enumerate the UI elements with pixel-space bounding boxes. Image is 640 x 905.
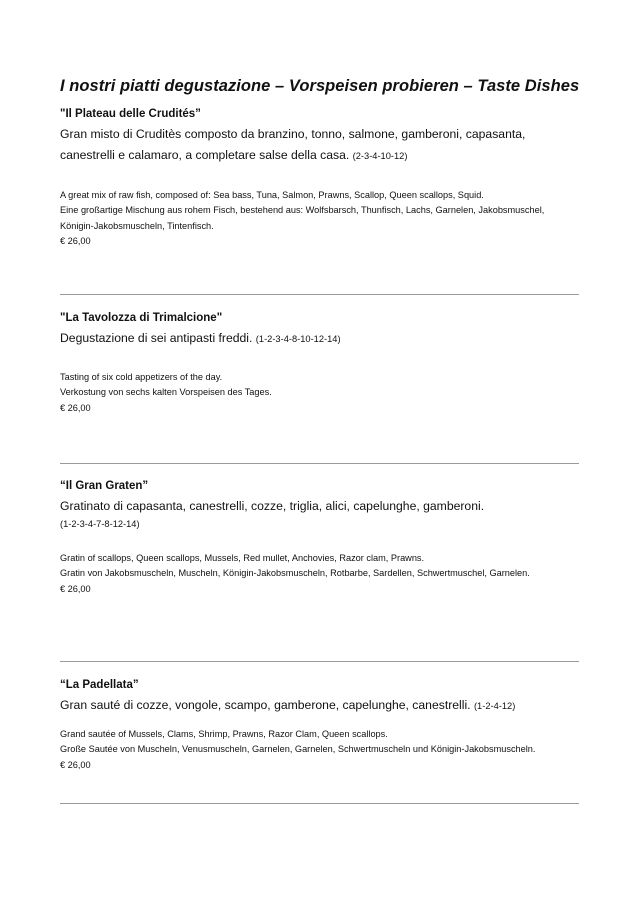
dish-italian-description — [60, 496, 579, 531]
dish-name: “Il Gran Graten” — [60, 480, 149, 492]
dish-name: “La Padellata” — [60, 679, 139, 691]
dish-price: € 26,00 — [60, 235, 91, 246]
dish-german-text: Gratin von Jakobsmuscheln, Muscheln, Königin-Jakobsmuscheln, Rotbarbe, Sardellen, Schwertmuschel, Garnelen. — [60, 568, 530, 579]
dish-translations — [60, 188, 579, 234]
dish-italian-text: Gratinato di capasanta, canestrelli, cozze, triglia, alici, capelunghe, gamberoni. — [60, 499, 485, 513]
dish-italian-text: Gran misto di Cruditès composto da branzino, tonno, salmone, gamberoni, capasanta, canestrelli e calamaro, a completare salse della casa. — [60, 127, 526, 162]
allergen-codes: (2-3-4-10-12) — [352, 151, 408, 161]
dish-english-text: A great mix of raw fish, composed of: Sea bass, Tuna, Salmon, Prawns, Scallop, Queen scallops, Squid. — [60, 190, 484, 200]
page-title: I nostri piatti degustazione – Vorspeisen probieren – Taste Dishes — [60, 77, 580, 95]
dish-price: € 26,00 — [60, 402, 91, 413]
dish-italian-text: Gran sauté di cozze, vongole, scampo, gamberone, capelunghe, canestrelli. — [60, 698, 471, 712]
allergen-codes: (1-2-3-4-8-10-12-14) — [255, 334, 341, 344]
dish-italian-description — [60, 124, 579, 167]
dish-name: "La Tavolozza di Trimalcione" — [60, 312, 223, 324]
divider — [60, 294, 579, 295]
allergen-codes: (1-2-4-12) — [473, 701, 516, 711]
dish-gran-graten — [60, 478, 579, 597]
dish-name: "Il Plateau delle Crudités” — [60, 108, 201, 120]
dish-translations — [60, 370, 579, 401]
dish-english-text: Grand sautée of Mussels, Clams, Shrimp, Prawns, Razor Clam, Queen scallops. — [60, 729, 388, 739]
dish-italian-description — [60, 695, 579, 717]
dish-italian-text: Degustazione di sei antipasti freddi. — [60, 331, 253, 345]
divider — [60, 803, 579, 804]
dish-translations — [60, 727, 579, 758]
menu-page — [60, 74, 580, 770]
dish-plateau-crudites — [60, 106, 579, 249]
dish-english-text: Tasting of six cold appetizers of the day. — [60, 372, 223, 382]
dish-price: € 26,00 — [60, 759, 91, 770]
dish-tavolozza-trimalcione — [60, 310, 579, 416]
divider — [60, 463, 579, 464]
dish-english-text: Gratin of scallops, Queen scallops, Mussels, Red mullet, Anchovies, Razor clam, Prawns. — [60, 553, 425, 563]
dish-translations — [60, 551, 579, 582]
dish-price: € 26,00 — [60, 583, 91, 594]
dish-german-text: Große Sautée von Muscheln, Venusmuscheln, Garnelen, Garnelen, Schwertmuscheln und Königin-Jakobsmuscheln. — [60, 744, 536, 755]
divider — [60, 661, 579, 662]
dish-german-text: Verkostung von sechs kalten Vorspeisen des Tages. — [60, 387, 272, 398]
dish-padellata — [60, 677, 579, 773]
dish-italian-description — [60, 328, 579, 350]
dish-german-text: Eine großartige Mischung aus rohem Fisch, bestehend aus: Wolfsbarsch, Thunfisch, Lachs, Garnelen, Jakobsmuschel, Königin-Jakobsmuscheln, Tintenfisch. — [60, 205, 545, 231]
allergen-codes: (1-2-3-4-7-8-12-14) — [60, 519, 140, 529]
